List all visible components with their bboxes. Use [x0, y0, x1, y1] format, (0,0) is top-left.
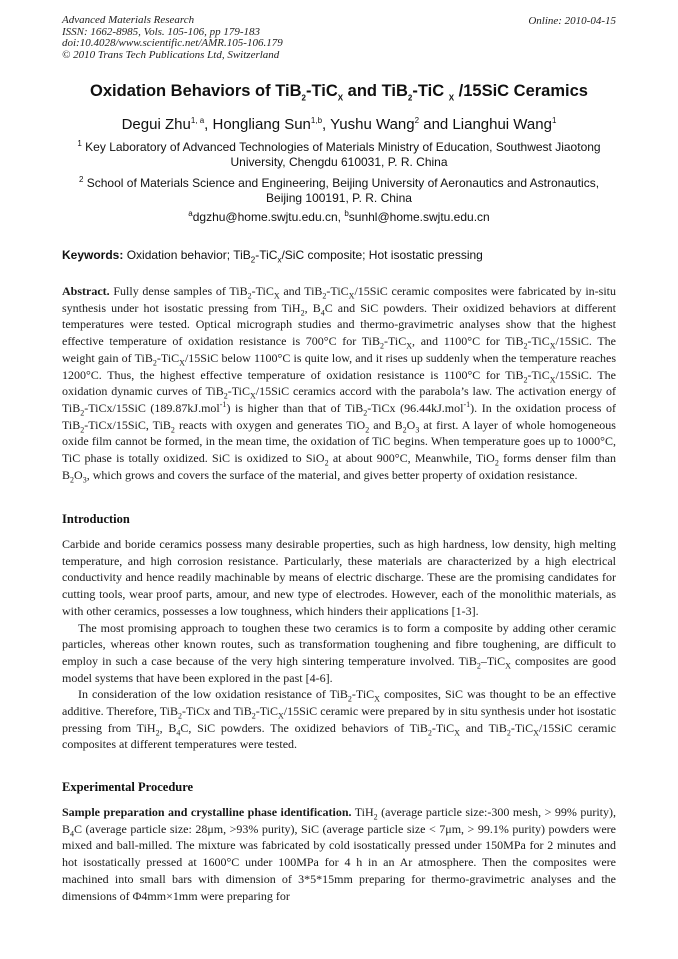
experimental-body: Sample preparation and crystalline phase identification. TiH$_2$ (average particle size:-300 mesh, > 99% purity), $B_4C$ (average particle size: 28μm, >93% purity), SiC (average particle size < 7μm, > 99.1% purity) powders were mixed and ball-milled. The mixture was fabricated by cold isostatically pressed under 150MPa for 2 minutes and hot isostatically pressed at 1600°C under 100MPa for 4 h in an Ar atmosphere. Then the composites were machined into small bars with dimension of 3*5*15mm preparing for thermo-gravimetric analyses and the dimensions of Φ4mm×1mm were preparing for: [62, 805, 616, 903]
intro-paragraph-2: The most promising approach to toughen these two ceramics is to form a composite by adding other ceramic particles, whereas other known routes, such as transformation toughening and fibre toughening, are difficult to employ in such a case because of the very high sintering temperature involved. TiB$_2$–TiC$_X$ composites are good model systems that have been explored in the past [4-6].: [62, 620, 616, 685]
paper-title: Oxidation Behaviors of TiB$_2$-TiC$_X$ and TiB$_2$-TiC $_X$ /15SiC Ceramics: [90, 82, 588, 103]
keywords: Keywords: Oxidation behavior; TiB$_2$-TiC$_x$/SiC composite; Hot isostatic pressing: [62, 248, 483, 265]
journal-name: Advanced Materials Research: [62, 14, 195, 26]
email-link-a[interactable]: dgzhu@home.swjtu.edu.cn: [192, 210, 338, 224]
author-emails: $^a$dgzhu@home.swjtu.edu.cn, $^b$sunhl@home.swjtu.edu.cn: [188, 209, 490, 224]
issn: ISSN: 1662-8985, Vols. 105-106, pp 179-183: [62, 25, 260, 38]
journal-meta: [62, 15, 283, 61]
intro-paragraph-3: In consideration of the low oxidation resistance of TiB$_2$-TiC$_X$ composites, SiC was thought to be an effective additive. Therefore, TiB$_2$-TiCx and TiB$_2$-TiC$_X$/15SiC ceramic were prepared by in situ synthesis under hot isostatic pressing from TiH$_2$, $B_4C$, SiC powders. The oxidized behaviors of TiB$_2$-TiC$_X$ and TiB$_2$-TiC$_X$/15SiC ceramic composites at different temperatures were tested.: [62, 687, 617, 752]
introduction-body: [62, 536, 616, 753]
experimental-heading: Experimental Procedure: [62, 780, 194, 794]
introduction-heading: Introduction: [62, 512, 130, 526]
intro-paragraph-1: Carbide and boride ceramics possess many desirable properties, such as high hardness, low density, high melting temperature, and high corrosion resistance. Particularly, these materials are characterized by a high electrical conductivity and hence readily machinable by means of electric discharge. These are the promising candidates for cutting tools, wear proof parts, amour, and new type of electrodes. However, each of the monolithic materials, as with other ceramics, possesses a low toughness, which hinders their applications [1-3].: [62, 537, 616, 618]
online-date: Online: 2010-04-15: [528, 15, 616, 27]
affiliation-1: $^1$ Key Laboratory of Advanced Technologies of Materials Ministry of Education, Southwest Jiaotong University, Chengdu 610031, P. R. China: [77, 139, 601, 169]
abstract: Abstract. Fully dense samples of TiB$_2$-TiC$_X$ and TiB$_2$-TiC$_X$/15SiC ceramic composites were fabricated by in-situ synthesis under hot isostatic pressing from TiH$_2$, $B_4C$ and SiC powders. Their oxidized behaviors at different temperatures were tested. Optical micrograph studies and thermo-gravimetric analyses show that the highest effective temperature of oxidation resistance is 700°C for TiB$_2$-TiC$_X$, and 1100°C for TiB$_2$-TiC$_X$/15SiC. The weight gain of TiB$_2$-TiC$_X$/15SiC below 1100°C is quite low, and it rises up suddenly when the temperature reaches 1200°C. Thus, the highest effective temperature of oxidation resistance is 1100°C for TiB$_2$-TiC$_X$/15SiC. The oxidation dynamic curves of TiB$_2$-TiC$_X$/15SiC ceramics accord with the parabola’s law. The activation energy of TiB$_2$-TiCx/15SiC (189.87kJ.mol$^{-1}$) is higher than that of TiB$_2$-TiCx (96.44kJ.mol$^{-1}$). In the oxidation process of TiB$_2$-TiCx/15SiC, TiB$_2$ reacts with oxygen and generates TiO$_2$ and $B_2O_3$ at first. A layer of whole homogeneous oxide film cannot be formed, in the mean time, the oxidation of TiC begins. When temperature goes up to 1000°C, TiC phase is totally oxidized. SiC is oxidized to SiO$_2$ at about 900°C, Meanwhile, TiO$_2$ forms denser film than $B_2O_3$, which grows and covers the surface of the material, and gives better property of oxidation resistance.: [62, 284, 617, 485]
author-list: Degui Zhu$^{1, a}$, Hongliang Sun$^{1,b}$, Yushu Wang$^2$ and Lianghui Wang$^1$: [121, 116, 557, 133]
email-link-b[interactable]: sunhl@home.swjtu.edu.cn: [348, 210, 490, 224]
copyright: © 2010 Trans Tech Publications Ltd, Switzerland: [62, 48, 280, 61]
doi: doi:10.4028/www.scientific.net/AMR.105-106.179: [62, 37, 283, 49]
affiliation-2: $^2$ School of Materials Science and Engineering, Beijing University of Aeronautics and Astronautics, Beijing 100191, P. R. China: [78, 175, 600, 205]
